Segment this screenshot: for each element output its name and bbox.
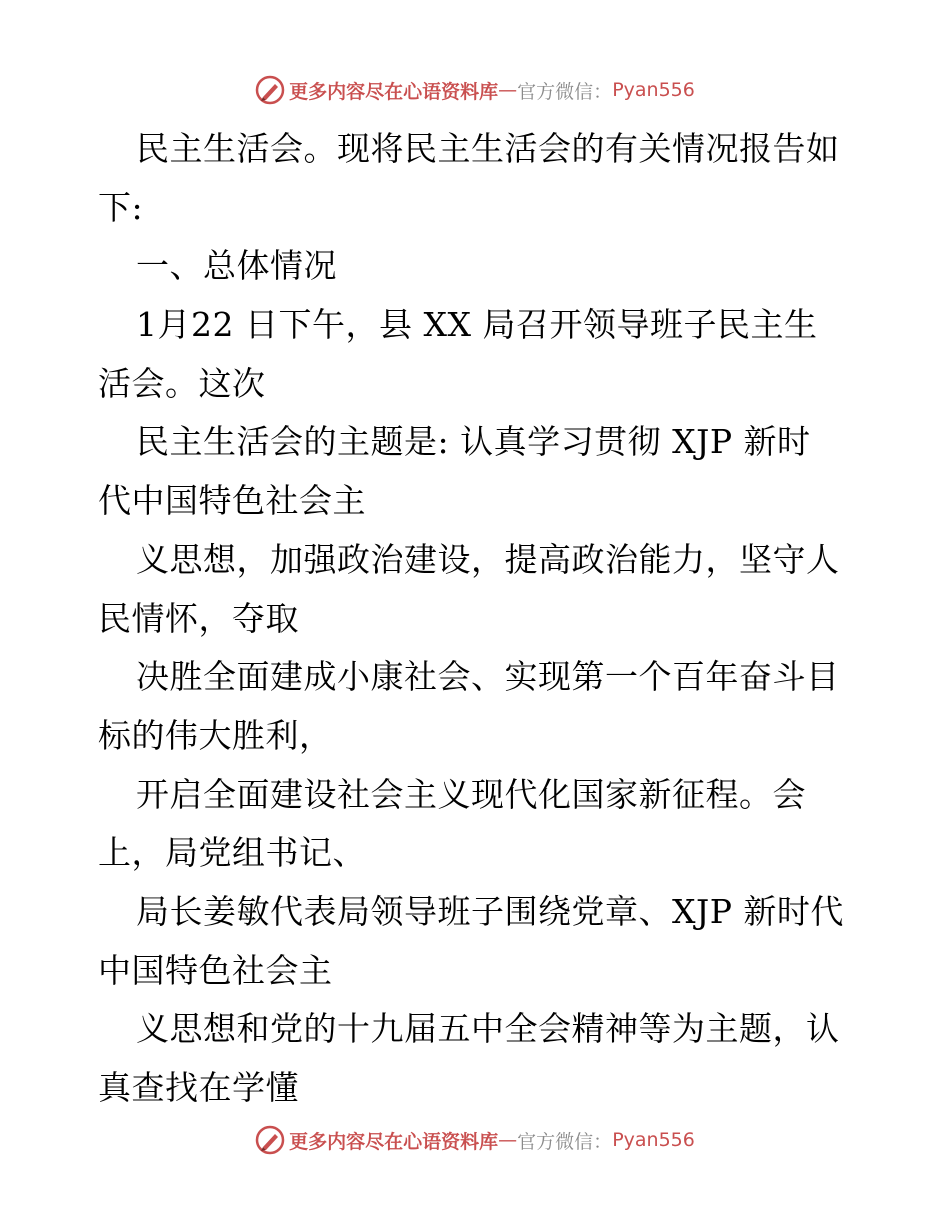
document-body bbox=[98, 120, 858, 1118]
text-line: 决胜全面建成小康社会、实现第一个百年奋斗目 bbox=[136, 657, 840, 697]
text-line: 上，局党组书记、 bbox=[98, 833, 366, 873]
pen-logo-icon bbox=[255, 1125, 285, 1155]
text-line: 民情怀，夺取 bbox=[98, 598, 299, 638]
text-line: 中国特色社会主 bbox=[98, 950, 333, 990]
watermark-dash: — bbox=[498, 1129, 518, 1151]
text-line: 义思想，加强政治建设，提高政治能力，坚守人 bbox=[136, 539, 840, 579]
watermark-title: 更多内容尽在心语资料库 bbox=[289, 80, 499, 103]
watermark-wechat-id: Pyan556 bbox=[612, 79, 695, 101]
watermark-title: 更多内容尽在心语资料库 bbox=[289, 1130, 499, 1153]
footer-watermark bbox=[0, 1120, 950, 1160]
text-line: 真查找在学懂 bbox=[98, 1068, 299, 1107]
watermark-dash: — bbox=[498, 79, 518, 101]
watermark-wechat-label: 官方微信： bbox=[517, 1130, 613, 1153]
text-line: 下: bbox=[98, 187, 144, 227]
section-heading: 一、总体情况 bbox=[136, 246, 337, 286]
text-line: 民主生活会的主题是: 认真学习贯彻 XJP 新时 bbox=[136, 422, 811, 462]
text-line: 民主生活会。现将民主生活会的有关情况报告如 bbox=[136, 129, 840, 168]
text-line: 标的伟大胜利， bbox=[98, 715, 333, 755]
text-line: 义思想和党的十九届五中全会精神等为主题，认 bbox=[136, 1009, 840, 1049]
pen-logo-icon bbox=[255, 75, 285, 105]
text-line: 开启全面建设社会主义现代化国家新征程。会 bbox=[136, 774, 806, 814]
text-line: 1月22 日下午，县 XX 局召开领导班子民主生 bbox=[136, 305, 818, 345]
text-line: 代中国特色社会主 bbox=[98, 481, 366, 521]
watermark-wechat-id: Pyan556 bbox=[612, 1129, 695, 1151]
header-watermark bbox=[0, 70, 950, 110]
text-line: 活会。这次 bbox=[98, 363, 266, 403]
text-line: 局长姜敏代表局领导班子围绕党章、XJP 新时代 bbox=[136, 891, 844, 931]
watermark-wechat-label: 官方微信： bbox=[517, 80, 613, 103]
